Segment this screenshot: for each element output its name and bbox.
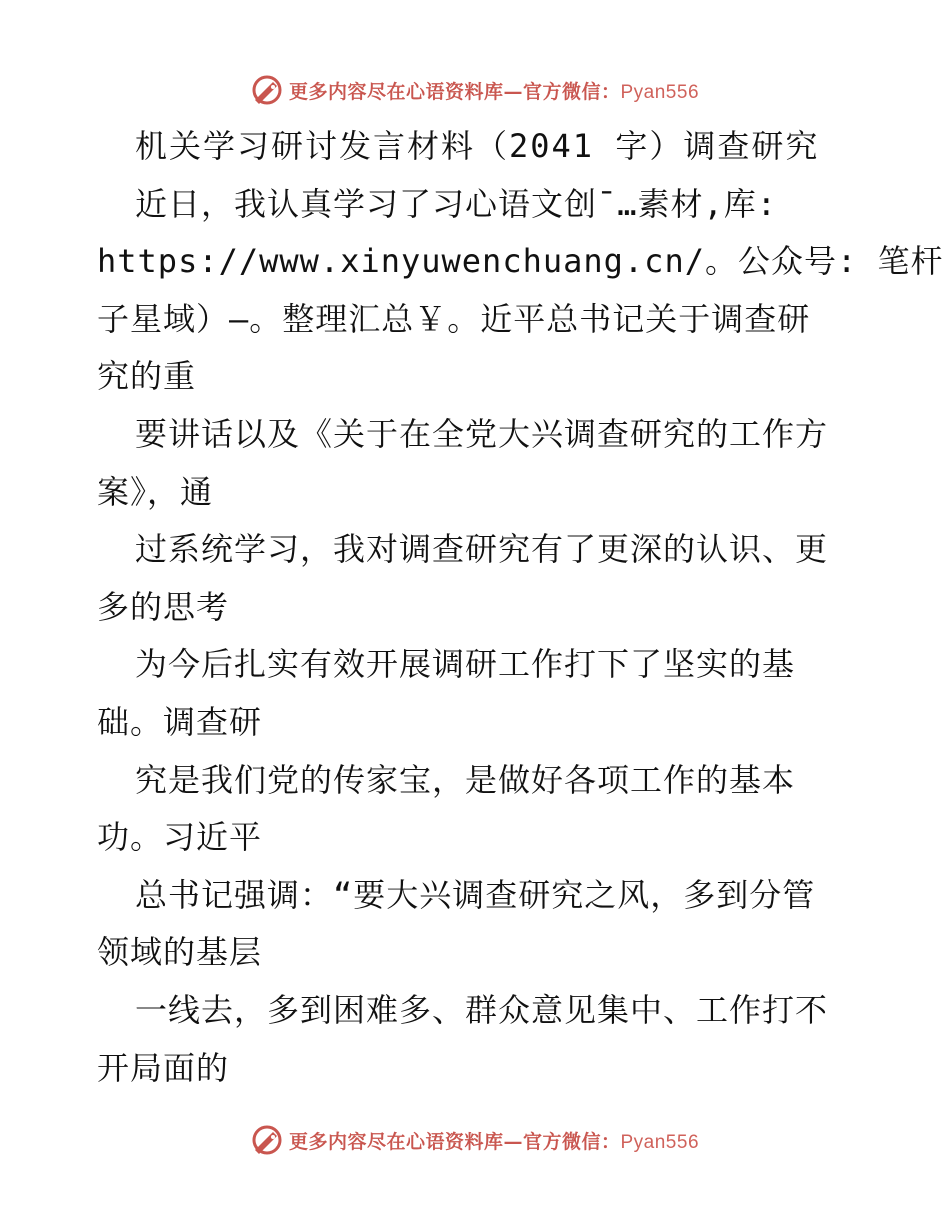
paragraph-line: 总书记强调：“要大兴调查研究之风，多到分管 [135,875,816,914]
header-watermark-banner [0,70,950,110]
watermark-main-text: 更多内容尽在心语资料库—官方微信： [288,80,621,103]
document-title: 机关学习研讨发言材料（2041 字）调查研究 [135,127,820,165]
paragraph-line: 案》，通 [97,472,214,511]
paragraph-line: 一线去，多到困难多、群众意见集中、工作打不 [135,990,829,1029]
paragraph-line: 功。习近平 [97,818,263,857]
paragraph-line: 究是我们党的传家宝，是做好各项工作的基本 [135,760,796,799]
paragraph-line: 领域的基层 [97,933,263,972]
paragraph-line: 开局面的 [97,1048,230,1087]
paragraph-line: 子星域）—。整理汇总￥。近平总书记关于调查研 [97,299,811,338]
watermark-main-text: 更多内容尽在心语资料库—官方微信： [288,1130,621,1153]
watermark-text [289,1127,699,1154]
wechat-id: Pyan556 [620,81,700,103]
paragraph-line: https://www.xinyuwenchuang.cn/。公众号: 笔杆 [97,242,944,281]
pen-nib-logo-icon [251,74,283,106]
watermark-text [289,77,699,104]
wechat-id: Pyan556 [620,1131,700,1153]
paragraph-line: 近日，我认真学习了习心语文创¯…素材,库: [135,184,778,223]
paragraph-line: 础。调查研 [97,702,263,741]
paragraph-line: 过系统学习，我对调查研究有了更深的认识、更 [135,530,829,569]
paragraph-line: 要讲话以及《关于在全党大兴调查研究的工作方 [135,414,829,453]
pen-nib-logo-icon [251,1124,283,1156]
paragraph-line: 多的思考 [97,587,230,626]
paragraph-line: 究的重 [97,357,197,396]
paragraph-line: 为今后扎实有效开展调研工作打下了坚实的基 [135,645,796,684]
document-body [97,118,944,1097]
footer-watermark-banner [0,1120,950,1160]
